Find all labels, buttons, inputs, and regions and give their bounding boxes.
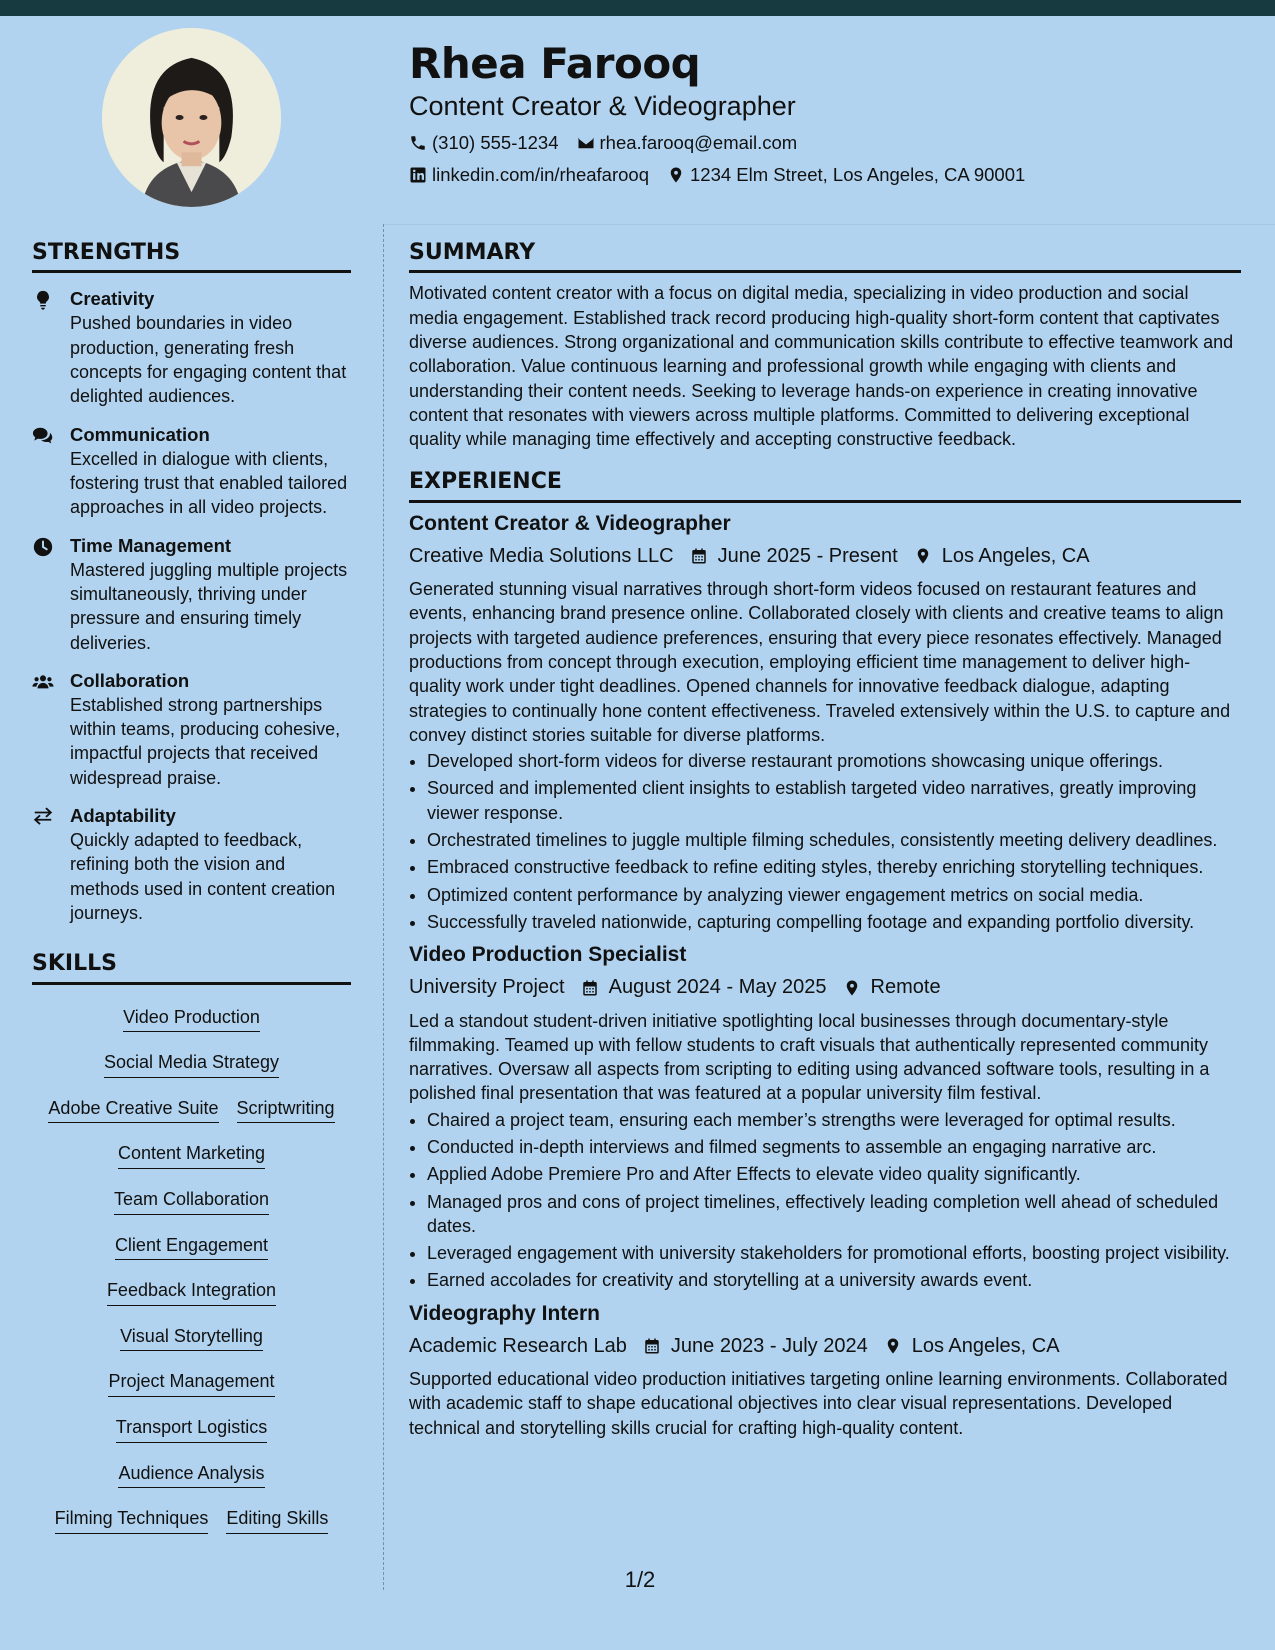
list-item: • Applied Adobe Premiere Pro and After Effects to elevate video quality significantly.	[427, 1162, 1241, 1186]
job-bullets	[409, 749, 1241, 934]
header-rule	[383, 224, 1275, 225]
job-location-item	[914, 545, 1090, 568]
phone-text: (310) 555-1234	[432, 131, 559, 153]
job-title: Content Creator & Videographer	[409, 511, 731, 535]
skills-list	[32, 993, 351, 1540]
skill-tag: Scriptwriting	[237, 1090, 335, 1124]
list-item: • Embraced constructive feedback to refine editing styles, thereby enriching storytelling techniques.	[427, 855, 1241, 879]
strength-item	[32, 669, 351, 790]
map-marker-icon	[843, 979, 861, 997]
skills-heading: SKILLS	[32, 951, 351, 984]
job-description: Supported educational video production initiatives targeting online learning environments. Collaborated with academic staff to shape educational objectives into clear visual representations. Developed technical and storytelling skills crucial for crafting high-quality content.	[409, 1369, 1228, 1438]
job-location: Los Angeles, CA	[941, 544, 1090, 567]
skill-tag: Adobe Creative Suite	[48, 1090, 218, 1124]
list-item: • Sourced and implemented client insights to establish targeted video narratives, greatly improving viewer response.	[427, 776, 1241, 825]
job-meta	[409, 541, 1241, 571]
address-text: 1234 Elm Street, Los Angeles, CA 90001	[690, 163, 1026, 185]
contact-row-2	[409, 163, 1249, 187]
job-entry	[409, 1301, 1241, 1440]
summary-text: Motivated content creator with a focus on digital media, specializing in video production and social media engagement. Established track record producing high-quality short-form content that captivates diverse audiences. Strong organizational and communication skills contribute to effective teamwork and collaboration. Value continuous learning and professional growth while engaging with clients and understanding their content needs. Seeking to leverage hands-on experience in creating innovative content that resonates with viewers across multiple platforms. Committed to delivering exceptional quality while managing time effectively and accepting constructive feedback.	[409, 283, 1234, 450]
comments-icon	[32, 425, 54, 447]
job-bullets	[409, 1108, 1241, 1293]
skill-tag: Project Management	[108, 1363, 274, 1397]
skill-tag: Team Collaboration	[114, 1181, 269, 1215]
portrait-image	[102, 28, 281, 207]
phone-item[interactable]	[409, 132, 559, 154]
job-dates-item	[581, 976, 827, 999]
job-location: Remote	[870, 976, 941, 999]
skill-tag: Transport Logistics	[116, 1409, 267, 1443]
lightbulb-icon	[32, 289, 54, 311]
summary-heading: SUMMARY	[409, 240, 1241, 273]
users-icon	[32, 671, 54, 693]
job-location-item	[884, 1335, 1060, 1358]
job-description: Generated stunning visual narratives through short-form videos focused on restaurant features and events, enhancing brand presence online. Collaborated closely with clients and creative teams to align projects with targeted audience preferences, ensuring that every piece resonates effectively. Managed productions from concept through execution, employing efficient time management to deliver high-quality work under tight deadlines. Opened channels for innovative feedback dialogue, adapting strategies to continually hone content effectiveness. Traveled extensively within the U.S. to capture and convey distinct stories suitable for diverse platforms.	[409, 579, 1231, 745]
map-marker-icon	[667, 166, 685, 184]
list-item: • Developed short-form videos for diverse restaurant promotions showcasing unique offerings.	[427, 749, 1241, 773]
job-entry	[409, 511, 1241, 934]
list-item: • Earned accolades for creativity and storytelling at a university awards event.	[427, 1268, 1241, 1292]
job-title: Video Production Specialist	[409, 943, 687, 967]
skill-tag: Filming Techniques	[55, 1500, 209, 1534]
strength-item	[32, 423, 351, 520]
envelope-icon	[577, 134, 595, 152]
right-column	[409, 240, 1241, 1440]
list-item: • Chaired a project team, ensuring each member’s strengths were leveraged for optimal results.	[427, 1108, 1241, 1132]
job-entry	[409, 942, 1241, 1293]
list-item: • Orchestrated timelines to juggle multiple filming schedules, consistently meeting delivery deadlines.	[427, 828, 1241, 852]
strength-desc: Mastered juggling multiple projects simultaneously, thriving under pressure and ensuring timely deliveries.	[70, 559, 348, 653]
job-title: Videography Intern	[409, 1301, 600, 1325]
strength-desc: Pushed boundaries in video production, generating fresh concepts for engaging content that delighted audiences.	[70, 313, 347, 407]
clock-icon	[32, 536, 54, 558]
experience-heading: EXPERIENCE	[409, 469, 1241, 502]
strength-item	[32, 287, 351, 408]
exchange-icon	[32, 806, 54, 828]
profile-photo	[102, 28, 281, 207]
linkedin-text: linkedin.com/in/rheafarooq	[432, 163, 649, 185]
strength-desc: Excelled in dialogue with clients, fostering trust that enabled tailored approaches in all video projects.	[70, 448, 348, 518]
calendar-icon	[643, 1337, 661, 1355]
job-company: University Project	[409, 976, 565, 999]
map-marker-icon	[884, 1337, 902, 1355]
linkedin-icon	[409, 166, 427, 184]
strengths-heading: STRENGTHS	[32, 240, 351, 273]
job-company: Creative Media Solutions LLC	[409, 544, 674, 567]
list-item: • Managed pros and cons of project timelines, effectively leading completion well ahead of scheduled dates.	[427, 1190, 1241, 1239]
skill-tag: Audience Analysis	[118, 1455, 264, 1489]
job-dates: June 2025 - Present	[717, 544, 898, 567]
skill-tag: Feedback Integration	[107, 1272, 276, 1306]
job-company: Academic Research Lab	[409, 1334, 627, 1357]
top-bar	[0, 0, 1275, 16]
calendar-icon	[581, 979, 599, 997]
left-column	[32, 240, 351, 1540]
email-text: rhea.farooq@email.com	[599, 131, 798, 153]
strength-title: Time Management	[70, 534, 232, 556]
list-item: • Successfully traveled nationwide, capturing compelling footage and expanding portfolio diversity.	[427, 910, 1241, 934]
list-item: • Optimized content performance by analyzing viewer engagement metrics on social media.	[427, 883, 1241, 907]
column-divider	[383, 224, 384, 1590]
candidate-title: Content Creator & Videographer	[409, 91, 796, 122]
job-dates: June 2023 - July 2024	[670, 1334, 868, 1357]
phone-icon	[409, 134, 427, 152]
job-dates-item	[643, 1335, 868, 1358]
page-number: 1/2	[624, 1567, 656, 1592]
map-marker-icon	[914, 547, 932, 565]
calendar-icon	[690, 547, 708, 565]
address-item	[667, 164, 1025, 186]
resume-header	[409, 40, 1249, 187]
candidate-name: Rhea Farooq	[409, 39, 701, 88]
job-dates-item	[690, 545, 898, 568]
strength-desc: Established strong partnerships within teams, producing cohesive, impactful projects that received widespread praise.	[70, 694, 341, 788]
job-location: Los Angeles, CA	[911, 1334, 1060, 1357]
job-meta	[409, 1331, 1241, 1361]
skill-tag: Social Media Strategy	[104, 1044, 279, 1078]
skill-tag: Client Engagement	[115, 1227, 268, 1261]
strength-title: Creativity	[70, 288, 155, 310]
linkedin-item[interactable]	[409, 164, 649, 186]
skill-tag: Video Production	[123, 999, 260, 1033]
strength-title: Collaboration	[70, 669, 190, 691]
skill-tag: Visual Storytelling	[120, 1318, 263, 1352]
list-item: • Conducted in-depth interviews and filmed segments to assemble an engaging narrative arc.	[427, 1135, 1241, 1159]
job-location-item	[843, 976, 941, 999]
strength-title: Communication	[70, 423, 210, 445]
contact-row-1	[409, 131, 1249, 155]
skill-tag: Editing Skills	[226, 1500, 328, 1534]
strength-item	[32, 534, 351, 655]
list-item: • Leveraged engagement with university stakeholders for promotional efforts, boosting project visibility.	[427, 1241, 1241, 1265]
job-description: Led a standout student-driven initiative spotlighting local businesses through documentary-style filmmaking. Teamed up with fellow students to craft visuals that authentically represented community narratives. Oversaw all aspects from scripting to editing using advanced software tools, resulting in a polished final presentation that was featured at a popular university film festival.	[409, 1010, 1210, 1104]
strength-title: Adaptability	[70, 805, 176, 827]
email-item[interactable]	[577, 132, 798, 154]
strength-desc: Quickly adapted to feedback, refining both the vision and methods used in content creation journeys.	[70, 830, 336, 923]
job-dates: August 2024 - May 2025	[608, 976, 827, 999]
skill-tag: Content Marketing	[118, 1135, 265, 1169]
job-meta	[409, 973, 1241, 1003]
strength-item	[32, 804, 351, 925]
